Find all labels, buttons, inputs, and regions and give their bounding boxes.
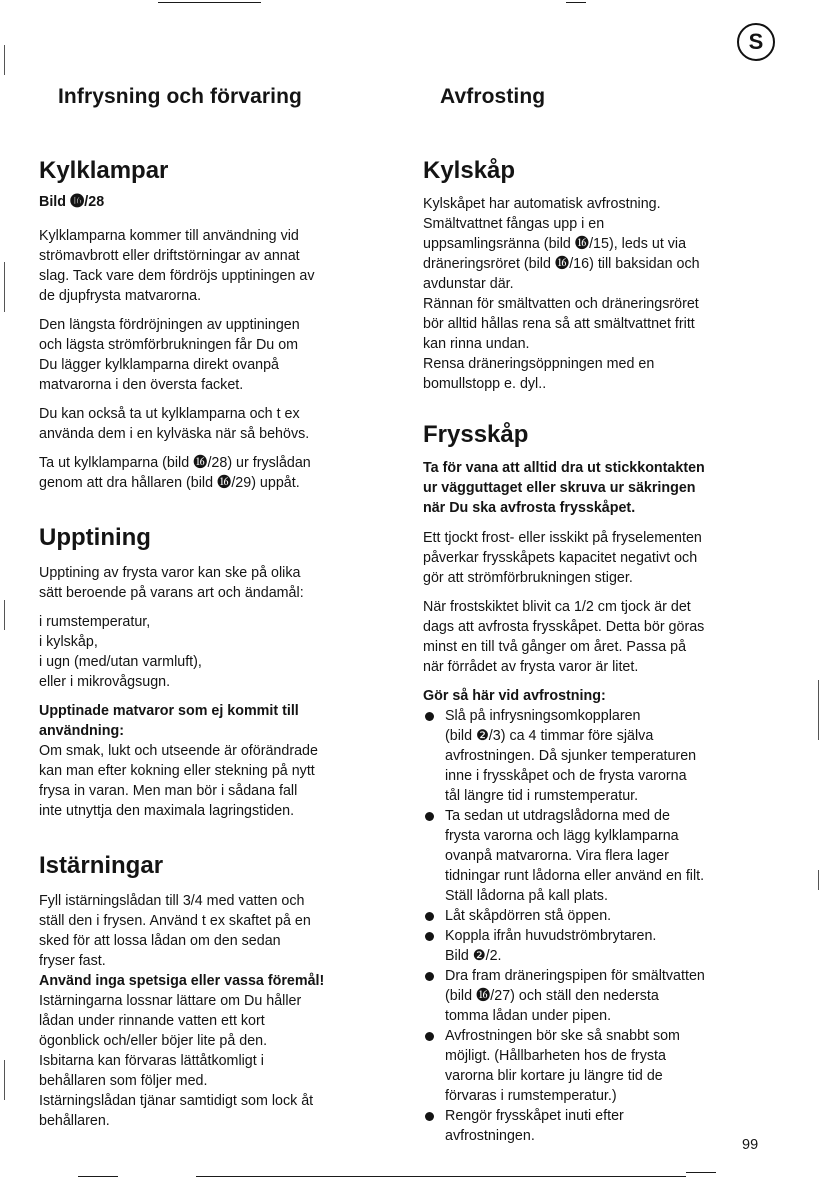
- left-column: [39, 156, 379, 1131]
- margin-mark: [818, 870, 819, 890]
- bottom-rule: [78, 1176, 118, 1177]
- defrost-steps-list: [423, 706, 773, 1146]
- bottom-rule: [196, 1176, 686, 1177]
- margin-mark: [4, 45, 5, 75]
- paragraph: Kylklamparna kommer till användning vid strömavbrott eller driftstörningar av annat slag. Tack vare dem fördröjs upptiningen av de djupfrysta matvarorna.: [39, 228, 315, 304]
- list-item: Rengör frysskåpet inuti efter avfrostningen.: [423, 1106, 773, 1146]
- margin-mark: [818, 680, 819, 740]
- paragraph: Fyll istärningslådan till 3/4 med vatten och ställ den i frysen. Använd t ex skaftet på en sked för att lossa lådan om den sedan fryser fast.: [39, 893, 311, 969]
- left-section-header: Infrysning och förvaring: [58, 85, 302, 108]
- heading-upptining: Upptining: [39, 524, 151, 551]
- paragraph: Ta ut kylklamparna (bild ⓰/28) ur fryslådan genom att dra hållaren (bild ⓰/29) uppåt.: [39, 455, 311, 491]
- paragraph: Kylskåpet har automatisk avfrostning. Smältvattnet fångas upp i en uppsamlingsränna (bild ⓰/15), leds ut via dräneringsröret (bild ⓰/16) till baksidan och avdunstar där. Rännan för smältvatten och dräneringsröret bör alltid hållas rena så att smältvattnet fritt kan rinna undan. Rensa dräneringsöppningen med en bomullstopp e. dyl..: [423, 196, 700, 392]
- paragraph: Istärningarna lossnar lättare om Du håller lådan under rinnande vatten ett kort ögonblick och/eller böjer lite på den. Isbitarna kan förvaras lättåtkomligt i behållaren som följer med. Istärningslådan tjänar samtidigt som lock åt behållaren.: [39, 993, 314, 1129]
- heading-frysskap: Frysskåp: [423, 421, 529, 448]
- list-item: Avfrostningen bör ske så snabbt som möjligt. (Hållbarheten hos de frysta varorna blir kortare ju längre tid de förvaras i rumstemperatur.): [423, 1026, 773, 1106]
- right-section-header: Avfrosting: [440, 85, 546, 108]
- right-column: [423, 156, 773, 1146]
- heading-kylskap: Kylskåp: [423, 157, 516, 184]
- list-item: Ta sedan ut utdragslådorna med de frysta varorna och lägg kylklamparna ovanpå matvarorna. Vira flera lager tidningar runt lådorna eller använd en filt. Ställ lådorna på kall plats.: [423, 806, 773, 906]
- list-item: Dra fram dräneringspipen för smältvatten (bild ⓰/27) och ställ den nedersta tomma lådan under pipen.: [423, 966, 773, 1026]
- warning-text: Använd inga spetsiga eller vassa föremål!: [39, 973, 325, 989]
- bottom-rule: [686, 1172, 716, 1173]
- heading-istarningar: Istärningar: [39, 852, 164, 879]
- margin-mark: [4, 262, 5, 312]
- figure-ref: Bild ⓰/28: [39, 194, 105, 210]
- paragraph: När frostskiktet blivit ca 1/2 cm tjock är det dags att avfrosta frysskåpet. Detta bör göras minst en till två gånger om året. Passa på när förrådet av frysta varor är litet.: [423, 599, 705, 675]
- paragraph: Upptining av frysta varor kan ske på olika sätt beroende på varans art och ändamål:: [39, 565, 304, 601]
- howto-heading: Gör så här vid avfrostning:: [423, 688, 606, 704]
- top-rule-right: [566, 2, 586, 3]
- list-item: Slå på infrysningsomkopplaren (bild ❷/3) ca 4 timmar före själva avfrostningen. Då sjunker temperaturen inne i frysskåpet och de frysta varorna tål längre tid i rumstemperatur.: [423, 706, 773, 806]
- thawing-methods-list: i rumstemperatur, i kylskåp, i ugn (med/utan varmluft), eller i mikrovågsugn.: [39, 614, 202, 690]
- margin-mark: [4, 1060, 5, 1100]
- warning-text: Ta för vana att alltid dra ut stickkontakten ur vägguttaget eller skruva ur säkringen när Du ska avfrosta frysskåpet.: [423, 460, 705, 516]
- margin-mark: [4, 600, 5, 630]
- list-item: Låt skåpdörren stå öppen.: [423, 906, 773, 926]
- list-item: Koppla ifrån huvudströmbrytaren. Bild ❷/2.: [423, 926, 773, 966]
- heading-kylklampar: Kylklampar: [39, 157, 169, 184]
- top-rule-left: [158, 2, 261, 3]
- page-number: 99: [742, 1137, 759, 1153]
- bold-subheading: Upptinade matvaror som ej kommit till användning:: [39, 703, 299, 739]
- paragraph: Du kan också ta ut kylklamparna och t ex använda dem i en kylväska när så behövs.: [39, 406, 310, 442]
- language-badge: S: [737, 23, 775, 61]
- paragraph: Den längsta fördröjningen av upptiningen och lägsta strömförbrukningen får Du om Du lägger kylklamparna direkt ovanpå matvarorna i den översta facket.: [39, 317, 300, 393]
- paragraph: Om smak, lukt och utseende är oförändrade kan man efter kokning eller stekning på nytt frysa in varan. Men man bör i sådana fall inte utnyttja den maximala lagringstiden.: [39, 743, 318, 819]
- paragraph: Ett tjockt frost- eller isskikt på fryselementen påverkar frysskåpets kapacitet negativt och gör att strömförbrukningen stiger.: [423, 530, 702, 586]
